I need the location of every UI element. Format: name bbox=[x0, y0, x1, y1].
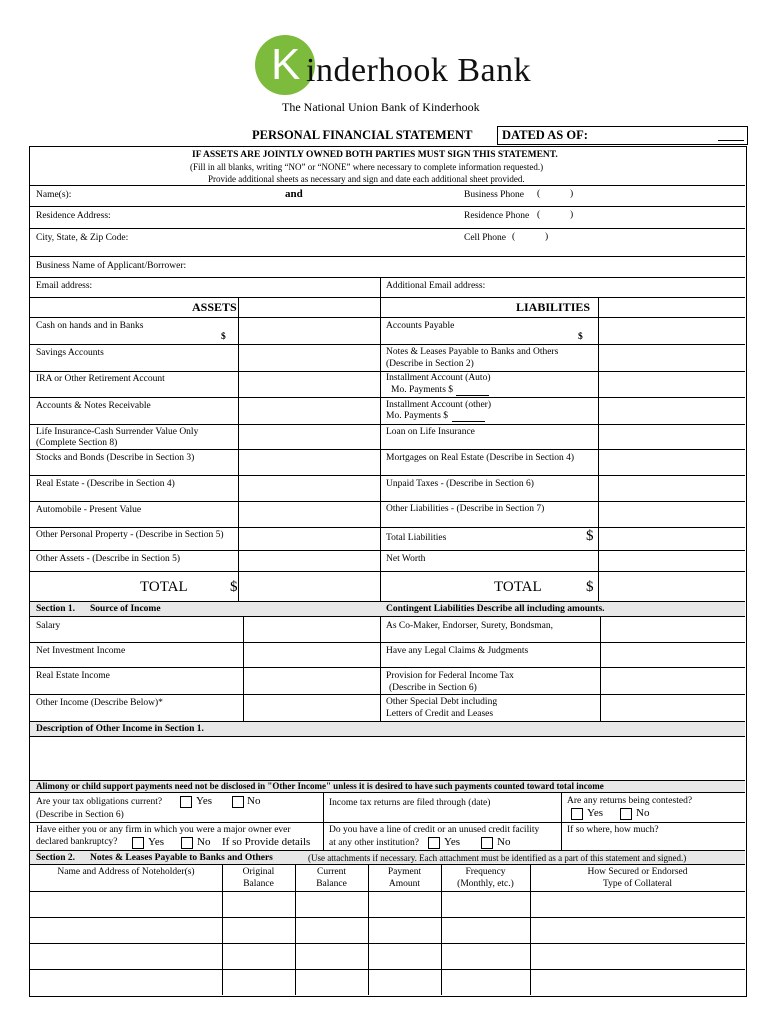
note-provide: Provide additional sheets as necessary and sign and date each additional sheet provided. bbox=[208, 174, 525, 184]
paren: ( bbox=[537, 189, 541, 199]
section2-note: (Use attachments if necessary. Each attachment must be identified as a part of this statement and signed.) bbox=[308, 853, 687, 863]
section2-title: Notes & Leases Payable to Banks and Others bbox=[90, 853, 273, 863]
tax-no-checkbox[interactable] bbox=[232, 796, 244, 808]
col-original-balance: Balance bbox=[243, 879, 274, 889]
liab-notes-section: (Describe in Section 2) bbox=[386, 359, 474, 369]
residence-address-label: Residence Address: bbox=[36, 211, 111, 221]
contingent-legal: Have any Legal Claims & Judgments bbox=[386, 646, 529, 656]
contested-yes-checkbox[interactable] bbox=[571, 808, 583, 820]
liab-total: Total Liabilities bbox=[386, 533, 447, 543]
col-secured: How Secured or Endorsed bbox=[587, 867, 688, 877]
logo-wordmark: inderhook Bank bbox=[306, 52, 532, 89]
bank-subtitle: The National Union Bank of Kinderhook bbox=[282, 100, 480, 114]
tax-no-label: No bbox=[247, 795, 261, 807]
cell-phone-label: Cell Phone bbox=[464, 233, 506, 243]
col-payment-amount: Amount bbox=[388, 879, 421, 889]
contingent-comaker: As Co-Maker, Endorser, Surety, Bondsman, bbox=[386, 621, 553, 631]
how-much-q: If so where, how much? bbox=[567, 825, 659, 835]
col-frequency: Frequency bbox=[465, 867, 506, 877]
liab-total-dollar: $ bbox=[586, 528, 594, 544]
paren: ) bbox=[570, 189, 574, 199]
liab-other: Other Liabilities - (Describe in Section 7) bbox=[386, 504, 545, 514]
returns-filed-q: Income tax returns are filed through (date) bbox=[329, 798, 491, 808]
note-fill: (Fill in all blanks, writing “NO” or “NONE” where necessary to complete information requested.) bbox=[190, 162, 544, 172]
liab-mo-payments-auto: Mo. Payments $ bbox=[391, 385, 454, 395]
col-original: Original bbox=[242, 867, 275, 877]
dollar-sign: $ bbox=[578, 332, 583, 342]
assets-total-dollar: $ bbox=[230, 579, 238, 595]
liab-accounts-payable: Accounts Payable bbox=[386, 321, 455, 331]
asset-real-estate: Real Estate - (Describe in Section 4) bbox=[36, 479, 175, 489]
income-other: Other Income (Describe Below)* bbox=[36, 698, 163, 708]
dollar-sign: $ bbox=[221, 332, 226, 342]
liab-mortgages: Mortgages on Real Estate (Describe in Section 4) bbox=[386, 453, 575, 463]
declared-q: declared bankruptcy? bbox=[36, 837, 118, 847]
dated-label: DATED AS OF: bbox=[502, 128, 588, 142]
credit-no-label: No bbox=[497, 836, 511, 848]
note-joint: IF ASSETS ARE JOINTLY OWNED BOTH PARTIES MUST SIGN THIS STATEMENT. bbox=[192, 150, 558, 160]
col-collateral: Type of Collateral bbox=[603, 879, 672, 889]
col-noteholder: Name and Address of Noteholder(s) bbox=[57, 867, 195, 877]
bankruptcy-yes-label: Yes bbox=[148, 836, 165, 848]
contingent-special: Other Special Debt including bbox=[386, 697, 498, 707]
assets-heading: ASSETS bbox=[192, 300, 237, 314]
asset-stocks: Stocks and Bonds (Describe in Section 3) bbox=[36, 453, 195, 463]
form-title: PERSONAL FINANCIAL STATEMENT bbox=[252, 128, 473, 142]
paren: ( bbox=[537, 210, 541, 220]
major-owner-q: Have either you or any firm in which you were a major owner ever bbox=[36, 825, 291, 835]
city-label: City, State, & Zip Code: bbox=[36, 233, 129, 243]
liab-total-label: TOTAL bbox=[494, 579, 542, 595]
income-real-estate: Real Estate Income bbox=[36, 671, 110, 681]
business-phone-label: Business Phone bbox=[464, 190, 524, 200]
contested-no-label: No bbox=[636, 807, 650, 819]
logo-k: K bbox=[271, 40, 301, 89]
contingent-tax-note: (Describe in Section 6) bbox=[389, 683, 477, 693]
paren: ) bbox=[545, 232, 549, 242]
bankruptcy-yes-checkbox[interactable] bbox=[132, 837, 144, 849]
tax-yes-checkbox[interactable] bbox=[180, 796, 192, 808]
liab-total-dollar2: $ bbox=[586, 579, 594, 595]
contested-yes-label: Yes bbox=[587, 807, 604, 819]
section2-label: Section 2. bbox=[36, 853, 76, 863]
asset-personal-property: Other Personal Property - (Describe in Section 5) bbox=[36, 530, 224, 540]
col-payment: Payment bbox=[387, 867, 422, 877]
liabilities-heading: LIABILITIES bbox=[516, 300, 591, 314]
credit-no-checkbox[interactable] bbox=[481, 837, 493, 849]
col-frequency-note: (Monthly, etc.) bbox=[457, 879, 514, 889]
liab-net-worth: Net Worth bbox=[386, 554, 426, 564]
email-label: Email address: bbox=[36, 281, 93, 291]
alimony-note: Alimony or child support payments need not be disclosed in "Other Income" unless it is desired to have such payments counted toward total income bbox=[36, 781, 604, 791]
contingent-tax: Provision for Federal Income Tax bbox=[386, 671, 514, 681]
asset-life-insurance-note: (Complete Section 8) bbox=[36, 438, 118, 448]
describe6-note: (Describe in Section 6) bbox=[36, 810, 124, 820]
tax-current-q: Are your tax obligations current? bbox=[36, 797, 163, 807]
asset-savings: Savings Accounts bbox=[36, 348, 104, 358]
business-name-label: Business Name of Applicant/Borrower: bbox=[36, 261, 187, 271]
paren: ) bbox=[570, 210, 574, 220]
paren: ( bbox=[512, 232, 516, 242]
asset-automobile: Automobile - Present Value bbox=[36, 505, 142, 515]
income-salary: Salary bbox=[36, 621, 61, 631]
and-label: and bbox=[285, 188, 303, 200]
col-current: Current bbox=[316, 867, 347, 877]
contingent-title: Contingent Liabilities Describe all including amounts. bbox=[386, 604, 605, 614]
asset-ira: IRA or Other Retirement Account bbox=[36, 374, 165, 384]
tax-yes-label: Yes bbox=[196, 795, 213, 807]
section1-label: Section 1. bbox=[36, 604, 76, 614]
bankruptcy-no-label: No bbox=[197, 836, 211, 848]
provide-details: If so Provide details bbox=[222, 836, 311, 848]
dated-line bbox=[718, 140, 744, 141]
liab-installment-auto: Installment Account (Auto) bbox=[386, 373, 491, 383]
assets-total-label: TOTAL bbox=[140, 579, 188, 595]
credit-yes-checkbox[interactable] bbox=[428, 837, 440, 849]
residence-phone-label: Residence Phone bbox=[464, 211, 530, 221]
liab-life-loan: Loan on Life Insurance bbox=[386, 427, 475, 437]
description-heading: Description of Other Income in Section 1. bbox=[36, 724, 204, 734]
section1-title: Source of Income bbox=[90, 604, 161, 614]
asset-other: Other Assets - (Describe in Section 5) bbox=[36, 554, 181, 564]
liab-unpaid-taxes: Unpaid Taxes - (Describe in Section 6) bbox=[386, 479, 534, 489]
liab-installment-other: Installment Account (other) bbox=[386, 400, 491, 410]
asset-life-insurance: Life Insurance-Cash Surrender Value Only bbox=[36, 427, 199, 437]
names-label: Name(s): bbox=[36, 190, 72, 200]
liab-notes: Notes & Leases Payable to Banks and Others bbox=[386, 347, 559, 357]
liab-mo-payments-other: Mo. Payments $ bbox=[386, 411, 449, 421]
contested-no-checkbox[interactable] bbox=[620, 808, 632, 820]
asset-receivable: Accounts & Notes Receivable bbox=[36, 401, 151, 411]
col-current-balance: Balance bbox=[316, 879, 347, 889]
bankruptcy-no-checkbox[interactable] bbox=[181, 837, 193, 849]
income-investment: Net Investment Income bbox=[36, 646, 126, 656]
additional-email-label: Additional Email address: bbox=[386, 281, 486, 291]
asset-cash: Cash on hands and in Banks bbox=[36, 321, 144, 331]
contingent-letters: Letters of Credit and Leases bbox=[386, 709, 494, 719]
contested-q: Are any returns being contested? bbox=[567, 796, 693, 806]
credit-yes-label: Yes bbox=[444, 836, 461, 848]
line-of-credit-q: Do you have a line of credit or an unused credit facility bbox=[329, 825, 540, 835]
any-other-q: at any other institution? bbox=[329, 838, 419, 848]
